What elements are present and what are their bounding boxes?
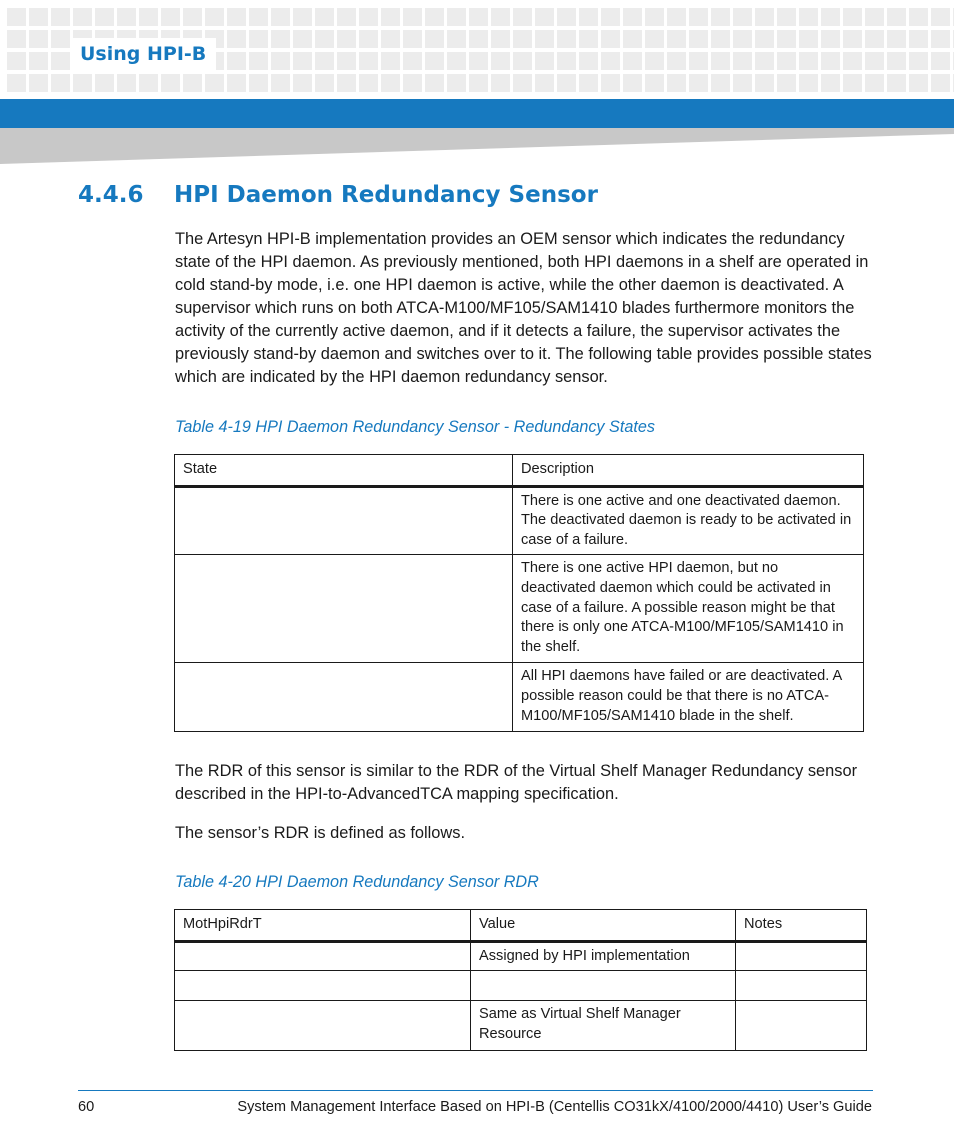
header-blue-bar bbox=[0, 99, 954, 128]
table-row bbox=[175, 663, 864, 732]
state-cell bbox=[175, 663, 513, 732]
table-row bbox=[175, 971, 867, 1001]
table-header-row bbox=[175, 910, 867, 942]
state-cell bbox=[175, 555, 513, 663]
field-cell bbox=[175, 1001, 471, 1051]
footer-document-title: System Management Interface Based on HPI-B (Centellis CO31kX/4100/2000/4410) User’s Guide bbox=[237, 1099, 872, 1115]
intro-paragraph: The Artesyn HPI-B implementation provides an OEM sensor which indicates the redundancy state of the HPI daemon. As previously mentioned, both HPI daemons in a shelf are operated in cold stand-by mode, i.e. one HPI daemon is active, while the other daemon is deactivated. A supervisor which runs on both ATCA-M100/MF105/SAM1410 blades furthermore monitors the activity of the currently active daemon, and if it detects a failure, the supervisor activates the previously stand-by daemon and switches over to it. The following table provides possible states which are indicated by the HPI daemon redundancy sensor. bbox=[175, 230, 872, 386]
redundancy-states-table bbox=[174, 454, 864, 732]
table-4-20-caption: Table 4-20 HPI Daemon Redundancy Sensor RDR bbox=[175, 873, 539, 891]
value-cell bbox=[471, 971, 736, 1001]
table-row bbox=[175, 486, 864, 555]
column-header-value: Value bbox=[471, 910, 736, 942]
table-row bbox=[175, 941, 867, 971]
table-row bbox=[175, 1001, 867, 1051]
section-title: HPI Daemon Redundancy Sensor bbox=[174, 182, 598, 208]
value-cell: Same as Virtual Shelf Manager Resource bbox=[471, 1001, 736, 1051]
field-cell bbox=[175, 941, 471, 971]
running-header-title: Using HPI-B bbox=[70, 38, 216, 70]
state-cell bbox=[175, 486, 513, 555]
page-number: 60 bbox=[78, 1099, 95, 1115]
column-header-mothpirdrt: MotHpiRdrT bbox=[175, 910, 471, 942]
notes-cell bbox=[736, 971, 867, 1001]
notes-cell bbox=[736, 1001, 867, 1051]
description-cell: There is one active HPI daemon, but no deactivated daemon which could be activated in case of a failure. A possible reason might be that there is only one ATCA-M100/MF105/SAM1410 in the shelf. bbox=[513, 555, 864, 663]
table-row bbox=[175, 555, 864, 663]
section-number: 4.4.6 bbox=[78, 182, 144, 208]
rdr-definition-paragraph: The sensor’s RDR is defined as follows. bbox=[175, 824, 465, 842]
footer-rule bbox=[78, 1090, 873, 1091]
table-header-row bbox=[175, 455, 864, 487]
sensor-rdr-table bbox=[174, 909, 867, 1051]
field-cell bbox=[175, 971, 471, 1001]
description-cell: There is one active and one deactivated daemon. The deactivated daemon is ready to be activated in case of a failure. bbox=[513, 486, 864, 555]
description-cell: All HPI daemons have failed or are deactivated. A possible reason could be that there is no ATCA-M100/MF105/SAM1410 blade in the shelf. bbox=[513, 663, 864, 732]
header-gray-wedge bbox=[0, 128, 954, 164]
column-header-state: State bbox=[175, 455, 513, 487]
column-header-description: Description bbox=[513, 455, 864, 487]
rdr-similarity-paragraph: The RDR of this sensor is similar to the RDR of the Virtual Shelf Manager Redundancy sensor described in the HPI-to-AdvancedTCA mapping specification. bbox=[175, 762, 858, 803]
notes-cell bbox=[736, 941, 867, 971]
table-4-19-caption: Table 4-19 HPI Daemon Redundancy Sensor - Redundancy States bbox=[175, 418, 655, 436]
value-cell: Assigned by HPI implementation bbox=[471, 941, 736, 971]
section-heading bbox=[78, 182, 598, 208]
column-header-notes: Notes bbox=[736, 910, 867, 942]
